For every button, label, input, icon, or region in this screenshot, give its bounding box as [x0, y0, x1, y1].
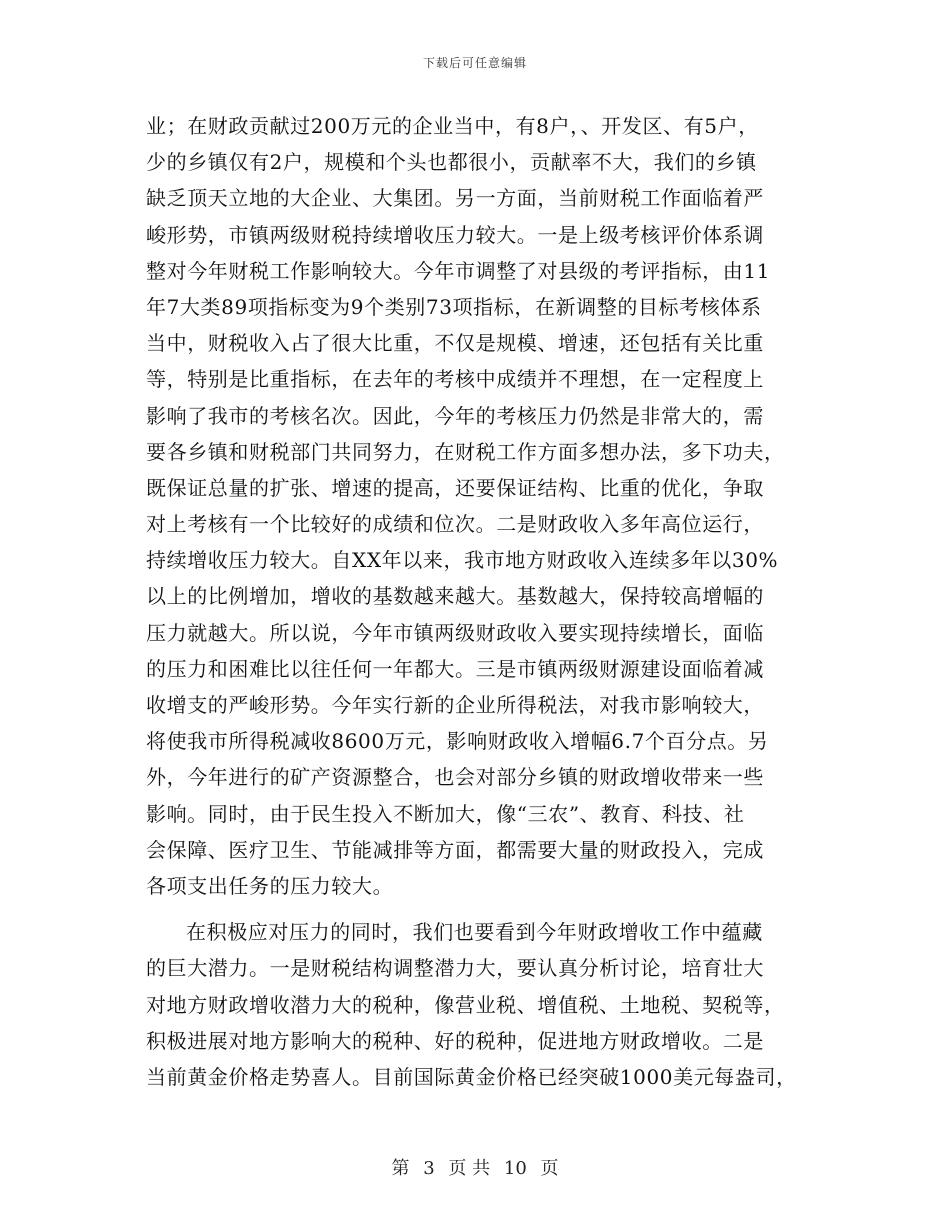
- text-line: 影响了我市的考核名次。因此，今年的考核压力仍然是非常大的，需: [146, 403, 764, 428]
- text-line: 的巨大潜力。一是财税结构调整潜力大，要认真分析讨论，培育壮大: [146, 956, 764, 981]
- text-line: 压力就越大。所以说，今年市镇两级财政收入要实现持续增长，面临: [146, 620, 764, 645]
- text-line: 各项支出任务的压力较大。: [146, 873, 394, 898]
- text-line: 对地方财政增收潜力大的税种，像营业税、增值税、土地税、契税等，: [146, 992, 785, 1017]
- paragraph-1: [146, 108, 822, 904]
- text-line: 收增支的严峻形势。今年实行新的企业所得税法，对我市影响较大，: [146, 693, 764, 717]
- footer-prefix: 第: [391, 1158, 410, 1179]
- text-line: 峻形势，市镇两级财税持续增收压力较大。一是上级考核评价体系调: [146, 222, 764, 247]
- text-line: 既保证总量的扩张、增速的提高，还要保证结构、比重的优化，争取: [146, 475, 764, 500]
- text-line: 外，今年进行的矿产资源整合，也会对部分乡镇的财政增收带来一些: [146, 765, 764, 790]
- text-line: 要各乡镇和财税部门共同努力，在财税工作方面多想办法，多下功夫，: [146, 439, 785, 464]
- document-body: [146, 108, 822, 1095]
- text-line: 当中，财税收入占了很大比重，不仅是规模、增速，还包括有关比重: [146, 331, 764, 356]
- text-line: 当前黄金价格走势喜人。目前国际黄金价格已经突破1000美元每盎司，: [146, 1064, 797, 1089]
- text-line: 缺乏顶天立地的大企业、大集团。另一方面，当前财税工作面临着严: [146, 186, 764, 211]
- text-line: 年7大类89项指标变为9个类别73项指标，在新调整的目标考核体系: [146, 294, 762, 319]
- text-line: 会保障、医疗卫生、节能减排等方面，都需要大量的财政投入，完成: [146, 837, 764, 862]
- text-line: 在积极应对压力的同时，我们也要看到今年财政增收工作中蕴藏: [186, 920, 763, 945]
- text-line: 持续增收压力较大。自XX年以来，我市地方财政收入连续多年以30%: [146, 548, 779, 573]
- text-line: 业；在财政贡献过200万元的企业当中，有8户，、开发区、有5户，: [146, 114, 759, 138]
- footer-suffix: 页: [540, 1158, 559, 1179]
- text-line: 等，特别是比重指标，在去年的考核中成绩并不理想，在一定程度上: [146, 367, 764, 392]
- text-line: 将使我市所得税减收8600万元，影响财政收入增幅6.7个百分点。另: [146, 729, 769, 754]
- page-footer: [0, 1154, 950, 1180]
- current-page-number: 3: [423, 1158, 435, 1179]
- footer-middle: 页 共: [448, 1158, 491, 1179]
- text-line: 少的乡镇仅有2户，规模和个头也都很小，贡献率不大，我们的乡镇: [146, 150, 757, 175]
- text-line: 以上的比例增加，增收的基数越来越大。基数越大，保持较高增幅的: [146, 584, 764, 609]
- text-line: 对上考核有一个比较好的成绩和位次。二是财政收入多年高位运行，: [146, 512, 764, 537]
- total-page-count: 10: [503, 1158, 527, 1179]
- text-line: 的压力和困难比以往任何一年都大。三是市镇两级财源建设面临着减: [146, 656, 764, 681]
- text-line: 影响。同时，由于民生投入不断加大，像“三农”、教育、科技、社: [146, 801, 745, 826]
- page-header: 下载后可任意编辑: [422, 56, 527, 70]
- text-line: 整对今年财税工作影响较大。今年市调整了对县级的考评指标，由11: [146, 258, 771, 283]
- text-line: 积极进展对地方影响大的税种、好的税种，促进地方财政增收。二是: [146, 1028, 764, 1053]
- paragraph-2: [146, 914, 822, 1095]
